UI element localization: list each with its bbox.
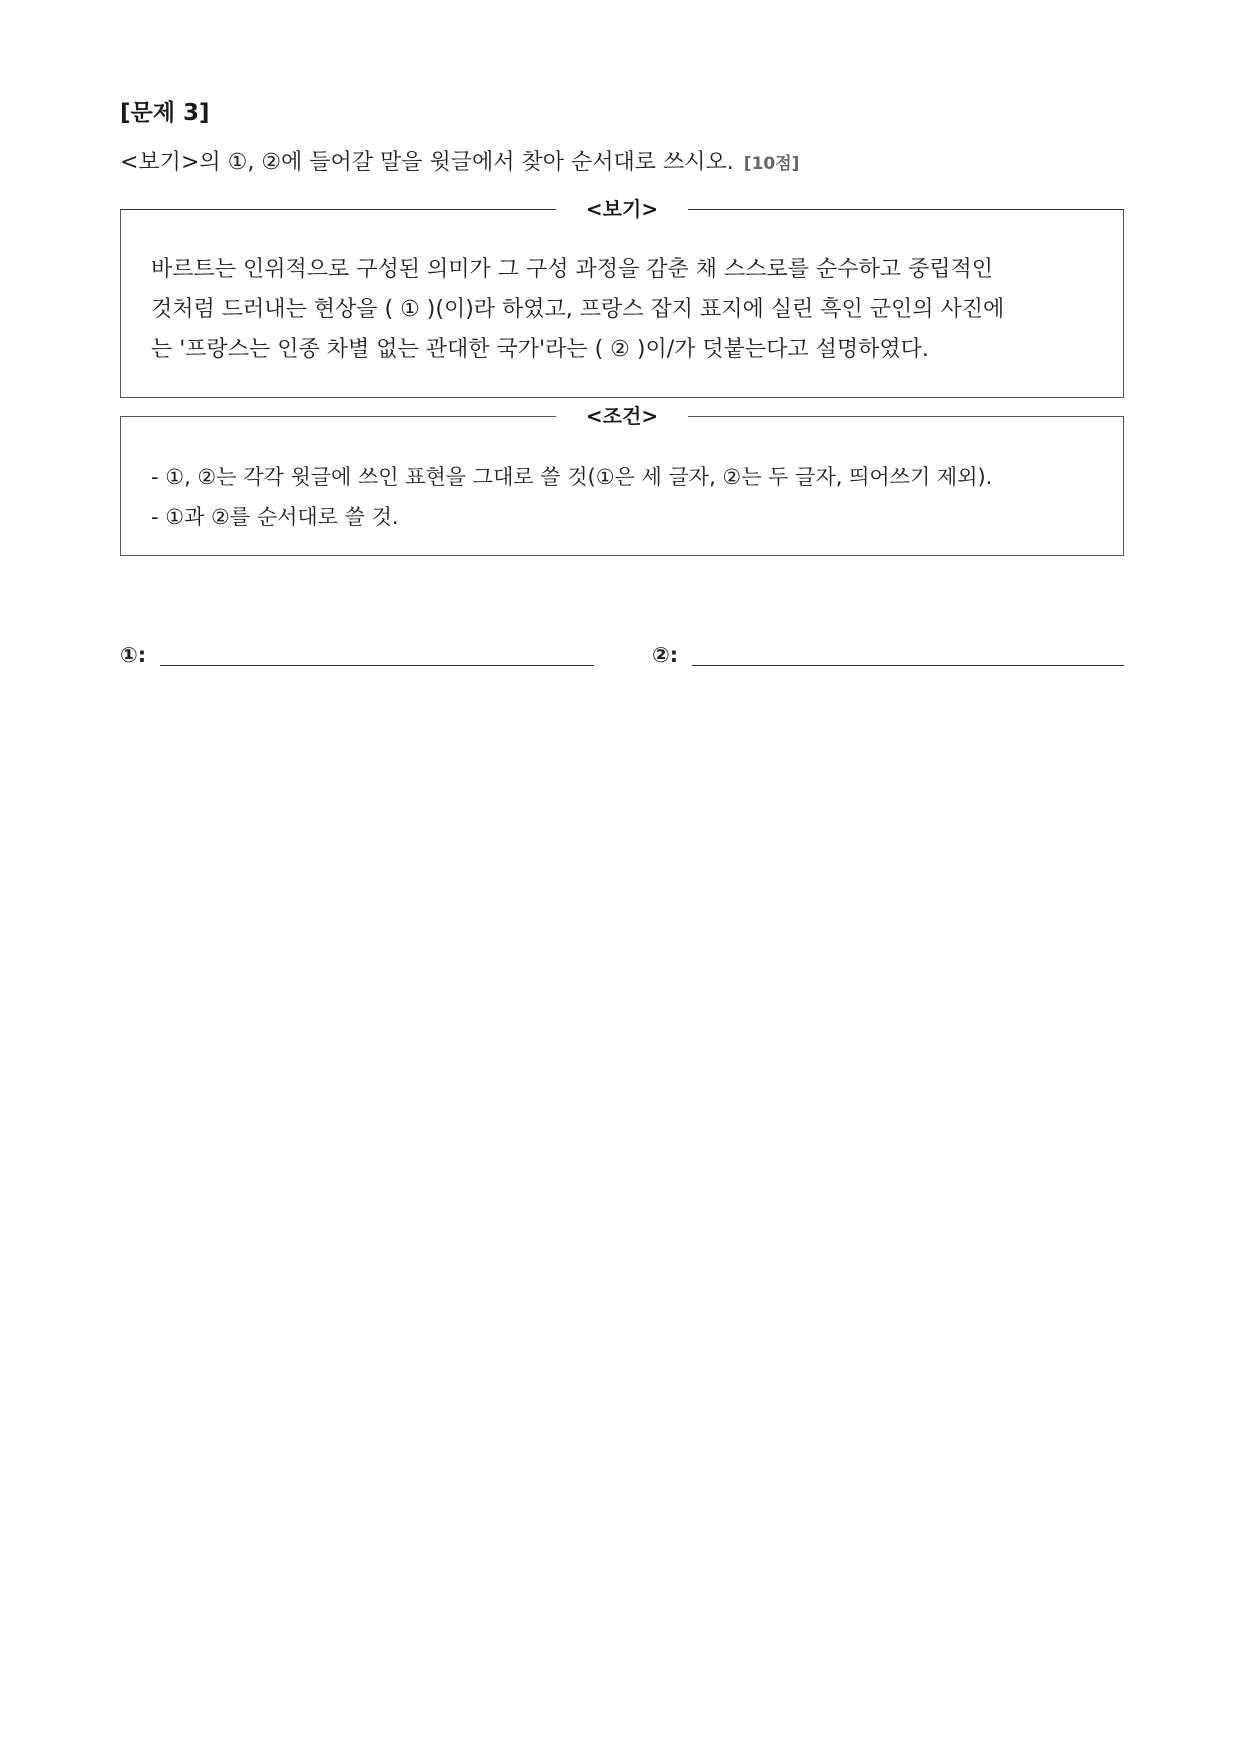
condition-item: - ①, ②는 각각 윗글에 쓰인 표현을 그대로 쓸 것(①은 세 글자, ②는 두 글자, 띄어쓰기 제외). xyxy=(151,465,993,489)
answer-1-field[interactable] xyxy=(120,640,594,670)
bogi-label: <보기> xyxy=(556,193,688,222)
instruction-text: <보기>의 ①, ②에 들어갈 말을 윗글에서 찾아 순서대로 쓰시오. xyxy=(120,150,734,175)
answer-1-label: ①: xyxy=(120,643,147,667)
points-badge: [10점] xyxy=(743,154,800,174)
answer-2-label: ②: xyxy=(652,643,679,667)
bogi-line: 것처럼 드러내는 현상을 ( ① )(이)라 하였고, 프랑스 잡지 표지에 실린 흑인 군인의 사진에 xyxy=(151,297,1005,322)
conditions-list xyxy=(151,457,992,537)
conditions-box xyxy=(120,404,1124,556)
answer-2-blank-line[interactable] xyxy=(692,665,1124,666)
problem-title: [문제 3] xyxy=(120,100,210,126)
answer-2-field[interactable] xyxy=(652,640,1124,670)
problem-instruction xyxy=(120,145,799,176)
answer-1-blank-line[interactable] xyxy=(160,665,594,666)
bogi-passage xyxy=(151,250,1095,370)
bogi-line: 는 '프랑스는 인종 차별 없는 관대한 국가'라는 ( ② )이/가 덧붙는다고 설명하였다. xyxy=(151,337,929,362)
condition-item: - ①과 ②를 순서대로 쓸 것. xyxy=(151,505,399,529)
bogi-line: 바르트는 인위적으로 구성된 의미가 그 구성 과정을 감춘 채 스스로를 순수하고 중립적인 xyxy=(151,257,993,282)
conditions-label: <조건> xyxy=(556,400,688,429)
bogi-box xyxy=(120,197,1124,398)
